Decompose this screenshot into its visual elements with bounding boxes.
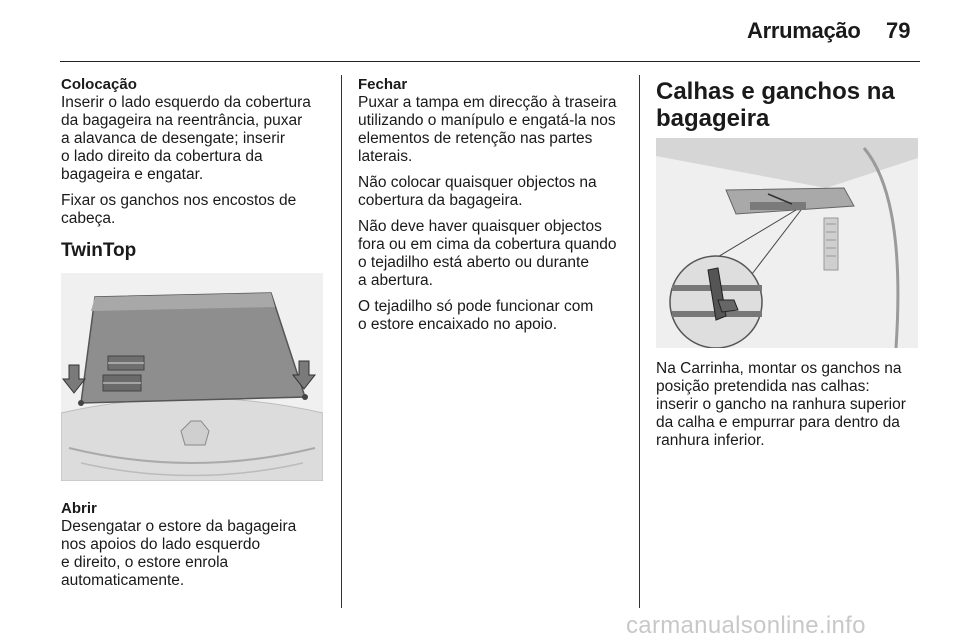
watermark: carmanualsonline.info bbox=[626, 612, 866, 639]
fechar-text: Puxar a tampa em direcção à traseira utilizando o manípulo e engatá-la nos elementos de retenção nas partes laterais. bbox=[358, 94, 617, 165]
section-title: Arrumação bbox=[747, 18, 861, 43]
column-2 bbox=[358, 76, 633, 342]
abrir-text: Desengatar o estore da bagageira nos apoios do lado esquerdo e direito, o estore enrola automaticamente. bbox=[61, 518, 297, 589]
column-divider-left bbox=[341, 75, 342, 608]
cargo-rails-hooks-illustration bbox=[656, 138, 918, 348]
abrir-heading: Abrir bbox=[61, 500, 97, 517]
calhas-title: Calhas e ganchos na bagageira bbox=[656, 78, 895, 132]
fechar-heading: Fechar bbox=[358, 76, 408, 93]
objects-warning-text: Não colocar quaisquer objectos na cobertura da bagageira. bbox=[358, 174, 597, 209]
header-rule bbox=[60, 61, 920, 62]
twintop-cover-illustration bbox=[61, 273, 323, 481]
roof-operation-text: O tejadilho só pode funcionar com o estore encaixado no apoio. bbox=[358, 298, 594, 333]
fixar-text: Fixar os ganchos nos encostos de cabeça. bbox=[61, 192, 297, 227]
page-header bbox=[0, 0, 960, 62]
column-1 bbox=[61, 76, 333, 236]
colocacao-text: Inserir o lado esquerdo da cobertura da bagageira na reentrância, puxar a alavanca de desengate; inserir o lado direito da cobertura da bagageira e engatar. bbox=[61, 94, 311, 183]
twintop-title: TwinTop bbox=[61, 240, 137, 261]
roof-open-warning-text: Não deve haver quaisquer objectos fora ou em cima da cobertura quando o tejadilho está aberto ou durante a abertura. bbox=[358, 218, 617, 289]
colocacao-heading: Colocação bbox=[61, 76, 137, 93]
column-3-text bbox=[656, 360, 926, 458]
column-divider-right bbox=[639, 75, 640, 608]
abrir-block bbox=[61, 500, 333, 598]
calhas-text: Na Carrinha, montar os ganchos na posição pretendida nas calhas: inserir o gancho na ranhura superior da calha e empurrar para dentro da ranhura inferior. bbox=[656, 360, 906, 449]
page-number: 79 bbox=[886, 18, 911, 43]
